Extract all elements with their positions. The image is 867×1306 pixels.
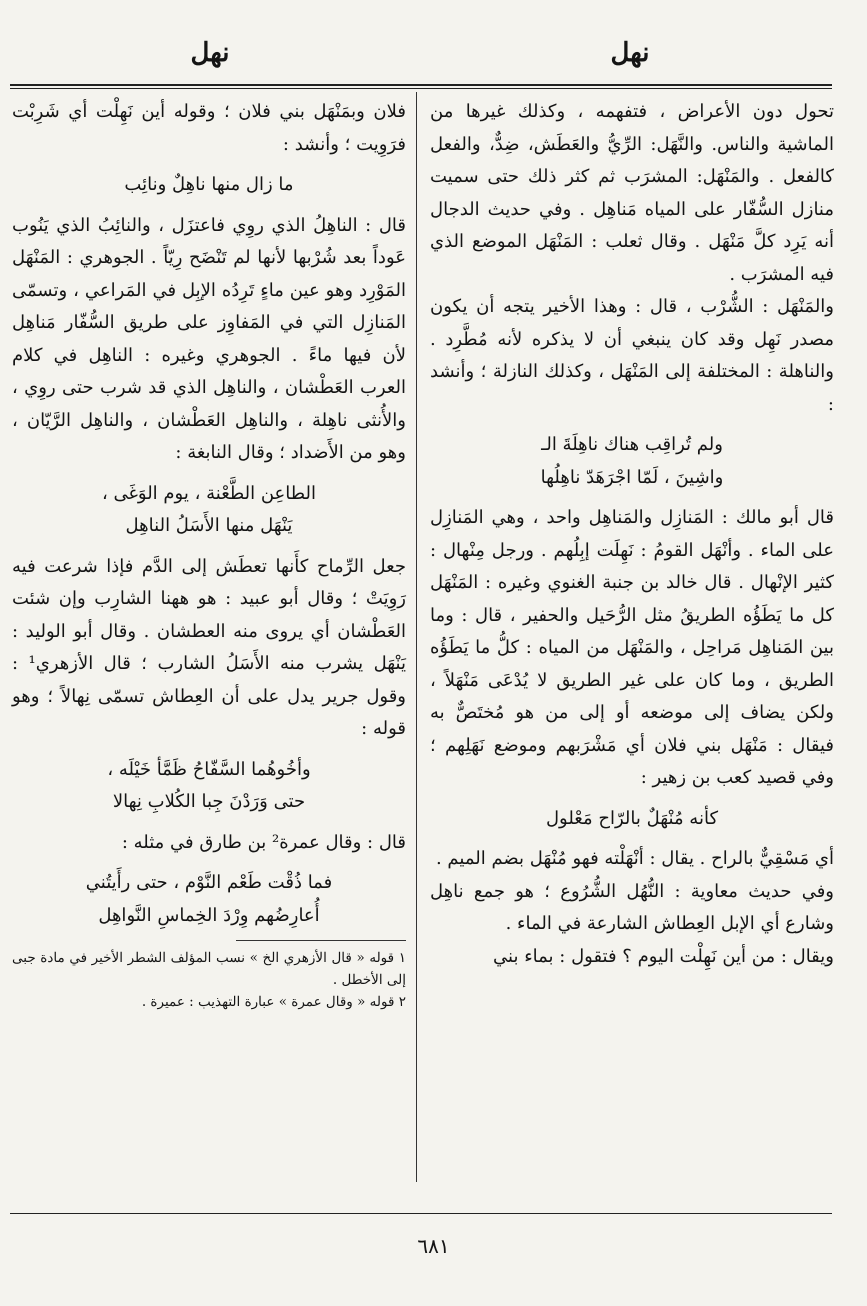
paragraph: قال : الناهِلُ الذي روِي فاعتزَل ، والنائِبُ الذي يَنُوب عَوداً بعد شُرْبها لأنها لم تَنْضَح رِيّاً . الجوهري : المَنْهَل المَوْرِد وهو عين ماءٍ تَرِدُه الإبِل في المَراعي ، وتسمّى المَنازِل التي في المَفاوِز على طريق السُّفّار مَناهِل لأن فيها ماءً . الجوهري وغيره : الناهِل في كلام العرب العَطْشان ، والناهِل الذي قد شرب حتى روِي ، والأُنثى ناهِلة ، والناهِل العَطْشان ، والناهِل الرَّيّان ، وهو من الأَضداد ؛ وقال النابغة : [12,214,406,463]
column-separator [416,92,417,1182]
verse-line: كأنه مُنْهَلٌ بالرّاح مَعْلول [545,807,719,829]
verse-line: يَنْهَل منها الأَسَلُ الناهِل [125,515,293,536]
verse-line: حتى وَرَدْنَ جِبا الكُلابِ نِهالا [112,791,306,812]
paragraph: والمَنْهَل : الشُّرْب ، قال : وهذا الأخير يتجه أن يكون مصدر نَهِل وقد كان ينبغي أن لا يذكره لأنه مُطَّرِد . والناهلة : المختلفة إلى المَنْهَل ، وكذلك النازلة ؛ وأنشد : [430,296,834,415]
footnote: ٢ قوله « وقال عمرة » عبارة التهذيب : عميرة . [141,994,406,1010]
paragraph: فلان وبمَنْهَل بني فلان ؛ وقوله أين نَهِلْت أي شَرِبْت فرَوِيت ؛ وأنشد : [12,101,406,155]
headword-left: نهل [190,38,230,68]
verse [430,803,834,836]
verse-line: ما زال منها ناهِلٌ ونائِب [124,174,294,195]
footnote-separator [236,940,406,941]
paragraph: ويقال : من أين نَهِلْت اليوم ؟ فتقول : بماء بني [493,945,834,967]
verse-line: أُعارِضُهم وِرْدَ الخِماسِ النَّواهِل [98,904,320,926]
paragraph: تحول دون الأعراض ، فتفهمه ، وكذلك غيرها من الماشية والناس. والنَّهَل: الرِّيُّ والعَطَش، ضِدٌّ، والفعل كالفعل . والمَنْهَل: المشرَب ثم كثر ذلك حتى سميت منازل السُّفّار على المياه مَناهِل . وفي حديث الدجال أنه يَرِد كلَّ مَنْهَل . وقال ثعلب : المَنْهَل الموضع الذي فيه المشرَب . [430,101,834,285]
verse-line: فما ذُقْت طَعْم النَّوْم ، حتى رأَيتُني [85,872,333,893]
footnotes [12,947,406,1013]
verse-line: وأخُوهُما السَّفّاحُ ظَمَّأ خَيْلَه ، [107,758,311,780]
paragraph: وفي حديث معاوية : النُّهُل الشُّرُوع ؛ هو جمع ناهِل وشارع أي الإبل العِطاش الشارعة في الماء . [430,880,834,934]
verse [12,478,406,543]
paragraph: قال : وقال عمرة² بن طارق في مثله : [121,831,406,853]
top-rule [10,84,832,86]
verse [430,429,834,494]
paragraph: أي مَسْقِيٌّ بالراح . يقال : أنْهَلْته فهو مُنْهَل بضم الميم . [435,848,834,869]
footnote: ١ قوله « قال الأزهري الخ » نسب المؤلف الشطر الأخير في مادة جبى إلى الأخطل . [12,950,406,988]
verse [12,867,406,932]
bottom-rule [10,1213,832,1214]
verse-line: الطاعِن الطَّعْنة ، يوم الوَغَى ، [101,482,317,504]
verse-line: واشِينَ ، لَمّا اجْرَهَدّ ناهِلُها [540,466,724,488]
verse [12,754,406,819]
top-rule-thin [10,88,832,89]
paragraph: قال أبو مالك : المَنازِل والمَناهِل واحد ، وهي المَنازِل على الماء . وأنْهَل القومُ : نَهِلَت إبِلُهم . ورجل مِنْهال : كثير الإنْهال . قال خالد بن جنبة الغنوي وغيره : المَنْهَل كل ما يَطَؤُه الطريقُ مثل الرُّحَيل والحفير ، قال : وما بين المَناهِل مَراحِل ، والمَنْهَل من المياه : كلُّ ما يَطَؤُه الطريق ، وما كان على غير الطريق لا يُدْعَى مَنْهَلاً ، ولكن يضاف إلى موضعه أو إلى من هو مُختَصٌّ به فيقال : مَنْهَل بني فلان أي مَشْرَبهم وموضع نَهَلِهم ؛ وفي قصيد كعب بن زهير : [430,507,834,788]
verse [12,169,406,202]
page-number: ٦٨١ [417,1234,450,1258]
left-column [12,96,406,1013]
paragraph: جعل الرِّماح كأَنها تعطَش إلى الدَّم فإذا شرعت فيه رَوِيَتْ ؛ وقال أبو عبيد : هو ههنا الشارِب وإن شئت العَطْشان أي يروى منه العطشان . وقال أبو الوليد : يَنْهَل يشرب منه الأَسَلُ الشارب ؛ قال الأزهري¹ : وقول جرير يدل على أن العِطاش تسمّى نِهالاً ؛ وهو قوله : [12,555,406,739]
verse-line: ولم تُراقِب هناك ناهِلَةَ الـ [541,434,723,455]
headword-right: نهل [610,38,650,68]
right-column [430,96,834,973]
